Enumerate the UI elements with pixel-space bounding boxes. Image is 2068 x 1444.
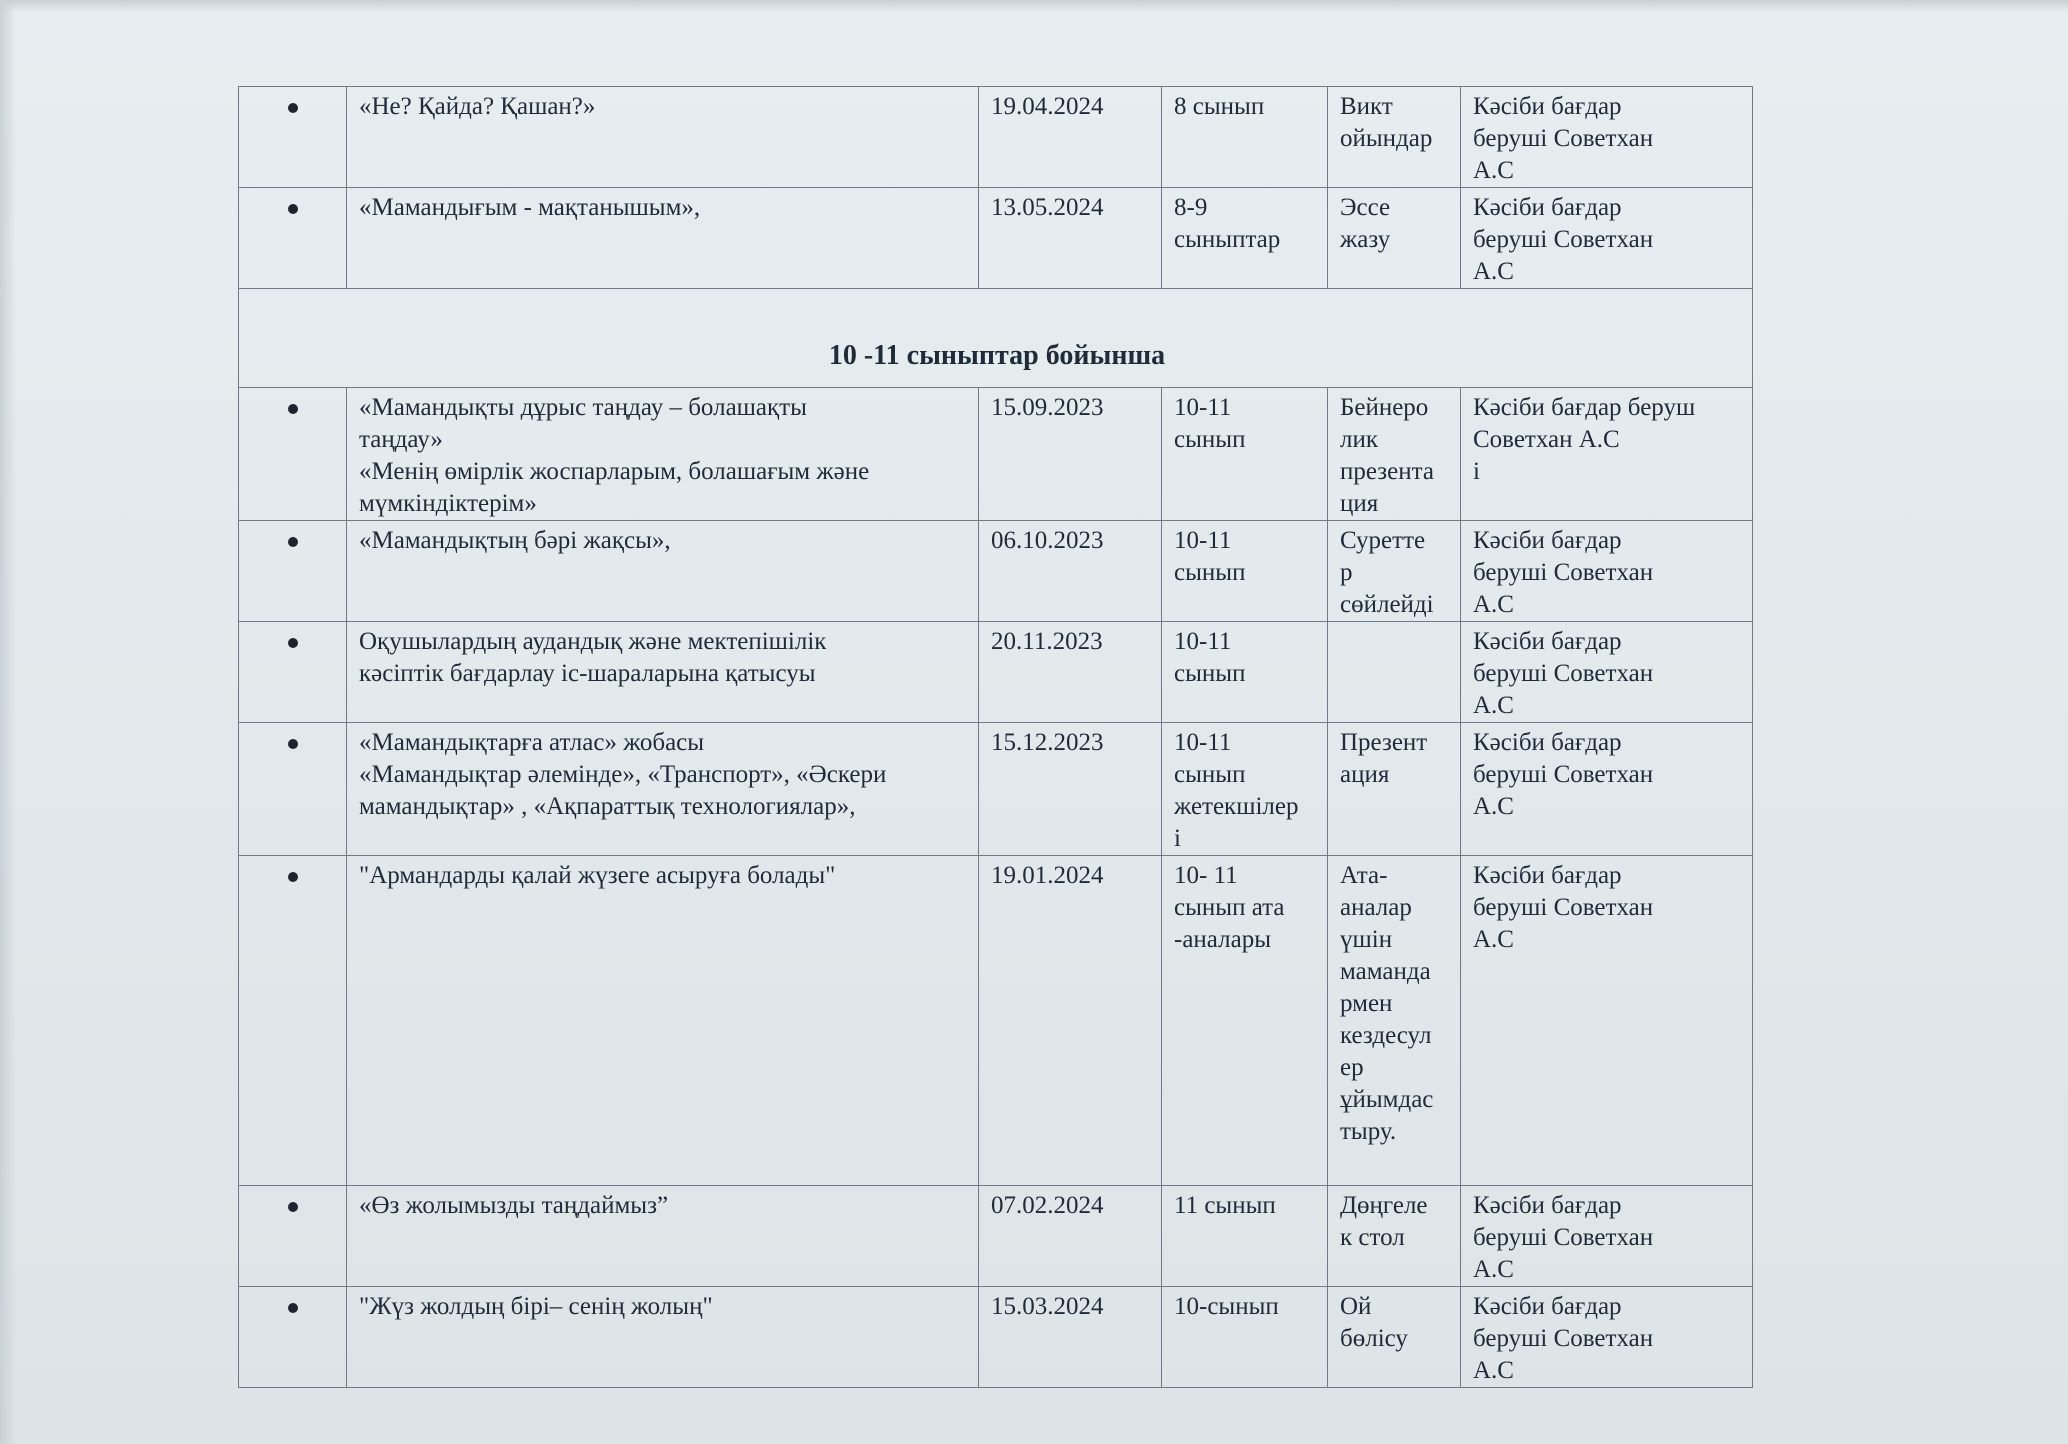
responsible-cell [1461, 388, 1753, 521]
bullet-cell [239, 723, 347, 856]
table-row [239, 521, 1753, 622]
event-form-line: жазу [1340, 226, 1391, 253]
event-date-cell [979, 388, 1162, 521]
responsible-line: А.С [1473, 591, 1514, 618]
responsible-cell [1461, 1186, 1753, 1287]
class-line: і [1174, 825, 1181, 852]
class-line: жетекшілер [1174, 793, 1299, 820]
event-title-line: «Мамандықтар әлемінде», «Транспорт», «Әскери [359, 761, 887, 788]
bullet-cell [239, 856, 347, 1186]
event-date-cell [979, 188, 1162, 289]
event-form-cell [1328, 188, 1461, 289]
event-form-line: тыру. [1340, 1118, 1397, 1145]
responsible-line: беруші Советхан [1473, 125, 1654, 152]
event-title-line: «Өз жолымызды таңдаймыз” [359, 1192, 669, 1219]
event-title-line: кәсіптік бағдарлау іс-шараларына қатысуы [359, 660, 816, 687]
event-date: 15.12.2023 [991, 729, 1104, 756]
bullet-cell [239, 622, 347, 723]
event-date: 20.11.2023 [991, 628, 1103, 655]
responsible-line: Кәсіби бағдар [1473, 93, 1622, 120]
event-form-line: Презент [1340, 729, 1428, 756]
bullet-cell [239, 87, 347, 188]
event-title-line: «Мамандығым - мақтанышым», [359, 194, 701, 221]
responsible-line: Кәсіби бағдар [1473, 628, 1622, 655]
event-title-line: Оқушылардың аудандық және мектепішілік [359, 628, 827, 655]
event-form-cell [1328, 1186, 1461, 1287]
class-line: 10- 11 [1174, 862, 1238, 889]
table-row [239, 388, 1753, 521]
event-title-line: «Мамандықты дұрыс таңдау – болашақты [359, 394, 807, 421]
event-form-line: маманда [1340, 958, 1431, 985]
bullet-icon [288, 739, 298, 749]
event-form-cell [1328, 521, 1461, 622]
responsible-line: А.С [1473, 258, 1514, 285]
event-date-cell [979, 1287, 1162, 1388]
event-title-line: «Мамандықтың бәрі жақсы», [359, 527, 671, 554]
section-heading: 10 -11 сыныптар бойынша [239, 289, 1753, 388]
event-form-line: Суретте [1340, 527, 1426, 554]
responsible-line: Кәсіби бағдар [1473, 729, 1622, 756]
event-title-line: мамандықтар» , «Ақпараттық технологиялар», [359, 793, 856, 820]
document-table-wrapper [238, 86, 1752, 1388]
event-form-line: Эссе [1340, 194, 1391, 221]
class-line: сынып [1174, 660, 1246, 687]
event-form-line: ер [1340, 1054, 1364, 1081]
responsible-cell [1461, 1287, 1753, 1388]
responsible-line: А.С [1473, 926, 1514, 953]
event-title-line: «Менің өмірлік жоспарларым, болашағым және [359, 458, 870, 485]
event-form-line: ұйымдас [1340, 1086, 1434, 1113]
responsible-line: Кәсіби бағдар [1473, 1293, 1622, 1320]
event-title-line: "Армандарды қалай жүзеге асыруға болады" [359, 862, 836, 889]
class-line: сынып [1174, 559, 1246, 586]
responsible-line: Кәсіби бағдар [1473, 527, 1622, 554]
responsible-line: Советхан А.С [1473, 426, 1620, 453]
table-row [239, 1186, 1753, 1287]
event-date-cell [979, 622, 1162, 723]
event-form-line: Ата- [1340, 862, 1388, 889]
event-form-line: рмен [1340, 990, 1393, 1017]
class-cell [1162, 1287, 1328, 1388]
class-line: 8-9 [1174, 194, 1208, 221]
event-form-line: үшін [1340, 926, 1393, 953]
event-title-cell [347, 87, 979, 188]
career-guidance-table [238, 86, 1753, 1388]
event-form-cell [1328, 723, 1461, 856]
responsible-line: Кәсіби бағдар [1473, 862, 1622, 889]
class-cell [1162, 388, 1328, 521]
responsible-cell [1461, 188, 1753, 289]
class-line: 10-11 [1174, 628, 1232, 655]
responsible-line: беруші Советхан [1473, 1325, 1654, 1352]
event-title-line: мүмкіндіктерім» [359, 490, 537, 517]
event-date: 15.09.2023 [991, 394, 1104, 421]
responsible-line: А.С [1473, 157, 1514, 184]
responsible-line: А.С [1473, 1357, 1514, 1384]
event-date: 13.05.2024 [991, 194, 1104, 221]
bullet-icon [288, 1202, 298, 1212]
bullet-icon [288, 872, 298, 882]
event-form-line: презента [1340, 458, 1434, 485]
class-line: сыныптар [1174, 226, 1281, 253]
event-title-cell [347, 521, 979, 622]
responsible-line: А.С [1473, 692, 1514, 719]
responsible-line: беруші Советхан [1473, 894, 1654, 921]
table-row [239, 1287, 1753, 1388]
responsible-cell [1461, 723, 1753, 856]
event-form-line: бөлісу [1340, 1325, 1408, 1352]
event-form-cell [1328, 388, 1461, 521]
class-cell [1162, 1186, 1328, 1287]
event-title-cell [347, 856, 979, 1186]
responsible-line: беруші Советхан [1473, 559, 1654, 586]
class-line: 10-11 [1174, 394, 1232, 421]
event-date-cell [979, 521, 1162, 622]
event-date-cell [979, 87, 1162, 188]
event-title-cell [347, 188, 979, 289]
responsible-line: беруші Советхан [1473, 1224, 1654, 1251]
class-line: 11 сынып [1174, 1192, 1276, 1219]
event-title-cell [347, 1186, 979, 1287]
responsible-line: А.С [1473, 793, 1514, 820]
bullet-cell [239, 388, 347, 521]
responsible-line: А.С [1473, 1256, 1514, 1283]
event-date: 07.02.2024 [991, 1192, 1104, 1219]
bullet-icon [288, 204, 298, 214]
class-line: сынып ата [1174, 894, 1285, 921]
class-cell [1162, 521, 1328, 622]
event-form-line: сөйлейді [1340, 591, 1434, 618]
event-date: 19.04.2024 [991, 93, 1104, 120]
class-line: сынып [1174, 426, 1246, 453]
event-date: 15.03.2024 [991, 1293, 1104, 1320]
table-row [239, 188, 1753, 289]
class-line: -аналары [1174, 926, 1271, 953]
event-form-line: лик [1340, 426, 1379, 453]
event-form-line: ация [1340, 761, 1390, 788]
event-form-line: к стол [1340, 1224, 1405, 1251]
bullet-cell [239, 521, 347, 622]
event-form-line: р [1340, 559, 1353, 586]
bullet-cell [239, 188, 347, 289]
event-form-line: ойындар [1340, 125, 1433, 152]
event-form-line: Викт [1340, 93, 1393, 120]
responsible-line: Кәсіби бағдар [1473, 194, 1622, 221]
class-cell [1162, 87, 1328, 188]
event-title-line: "Жүз жолдың бірі– сенің жолың" [359, 1293, 713, 1320]
event-title-cell [347, 388, 979, 521]
responsible-line: беруші Советхан [1473, 226, 1654, 253]
bullet-icon [288, 103, 298, 113]
bullet-cell [239, 1287, 347, 1388]
class-cell [1162, 856, 1328, 1186]
class-line: сынып [1174, 761, 1246, 788]
event-date-cell [979, 723, 1162, 856]
class-cell [1162, 622, 1328, 723]
event-form-line: Ой [1340, 1293, 1372, 1320]
event-form-cell [1328, 856, 1461, 1186]
event-title-cell [347, 622, 979, 723]
section-row [239, 289, 1753, 388]
event-form-cell [1328, 1287, 1461, 1388]
event-title-cell [347, 1287, 979, 1388]
bullet-cell [239, 1186, 347, 1287]
class-line: 10-11 [1174, 527, 1232, 554]
event-date: 19.01.2024 [991, 862, 1104, 889]
table-row [239, 87, 1753, 188]
table-row [239, 622, 1753, 723]
event-date-cell [979, 1186, 1162, 1287]
table-row [239, 856, 1753, 1186]
event-form-line: кездесул [1340, 1022, 1432, 1049]
event-title-line: «Мамандықтарға атлас» жобасы [359, 729, 705, 756]
event-form-cell [1328, 87, 1461, 188]
responsible-cell [1461, 622, 1753, 723]
class-cell [1162, 188, 1328, 289]
bullet-icon [288, 1303, 298, 1313]
event-title-cell [347, 723, 979, 856]
class-line: 8 сынып [1174, 93, 1265, 120]
responsible-line: беруші Советхан [1473, 761, 1654, 788]
event-form-cell [1328, 622, 1461, 723]
responsible-cell [1461, 521, 1753, 622]
event-title-line: таңдау» [359, 426, 443, 453]
table-row [239, 723, 1753, 856]
responsible-line: Кәсіби бағдар беруш [1473, 394, 1696, 421]
class-line: 10-сынып [1174, 1293, 1279, 1320]
class-cell [1162, 723, 1328, 856]
bullet-icon [288, 537, 298, 547]
event-form-line: Бейнеро [1340, 394, 1429, 421]
responsible-line: беруші Советхан [1473, 660, 1654, 687]
event-date: 06.10.2023 [991, 527, 1104, 554]
bullet-icon [288, 638, 298, 648]
event-form-line: аналар [1340, 894, 1412, 921]
event-date-cell [979, 856, 1162, 1186]
event-form-line: ция [1340, 490, 1379, 517]
event-title-line: «Не? Қайда? Қашан?» [359, 93, 596, 120]
event-form-line: Дөңгеле [1340, 1192, 1428, 1219]
responsible-cell [1461, 856, 1753, 1186]
class-line: 10-11 [1174, 729, 1232, 756]
responsible-line: і [1473, 458, 1480, 485]
bullet-icon [288, 404, 298, 414]
responsible-line: Кәсіби бағдар [1473, 1192, 1622, 1219]
responsible-cell [1461, 87, 1753, 188]
